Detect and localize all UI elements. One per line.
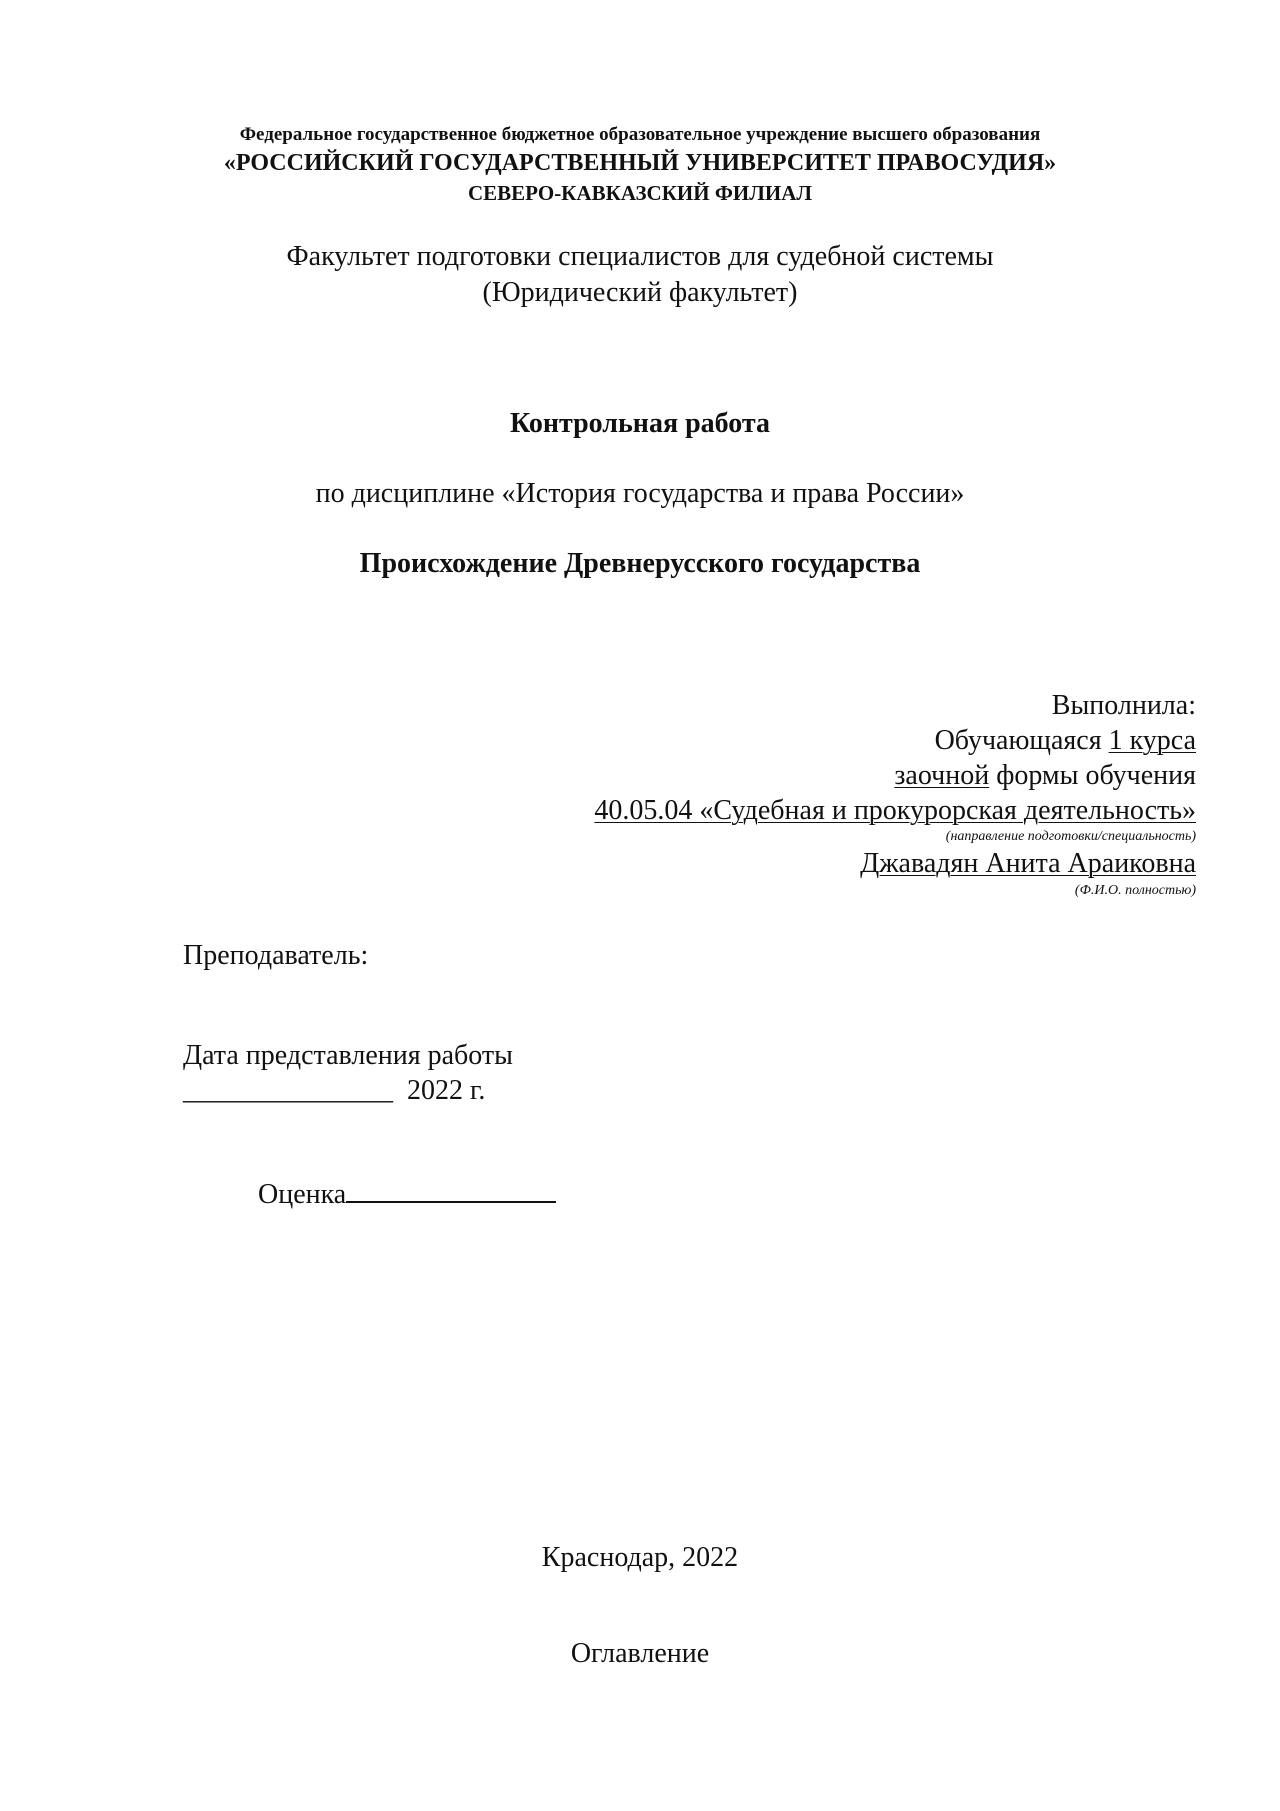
student-full-name: Джавадян Анита Араиковна <box>860 848 1196 879</box>
study-form-line <box>894 760 1196 792</box>
grade-label: Оценка <box>258 1179 347 1210</box>
toc-title: Оглавление <box>570 1638 710 1669</box>
submission-date-label: Дата представления работы <box>183 1040 513 1071</box>
course-value: 1 курса <box>1108 725 1196 756</box>
university-name: «РОССИЙСКИЙ ГОСУДАРСТВЕННЫЙ УНИВЕРСИТЕТ ПРАВОСУДИЯ» <box>223 150 1057 176</box>
study-form-value: заочной <box>894 760 990 791</box>
submission-date-blank: _______________ <box>183 1075 393 1106</box>
study-form-suffix: формы обучения <box>996 760 1196 791</box>
branch-name: СЕВЕРО-КАВКАЗСКИЙ ФИЛИАЛ <box>467 181 813 205</box>
teacher-label: Преподаватель: <box>183 940 369 971</box>
grade-line <box>258 1175 556 1211</box>
submission-date-line <box>183 1075 485 1107</box>
student-label: Обучающаяся <box>934 725 1102 756</box>
institution-type: Федеральное государственное бюджетное образовательное учреждение высшего образования <box>239 124 1041 145</box>
work-type-title: Контрольная работа <box>509 408 771 439</box>
specialty-caption: (направление подготовки/специальность) <box>945 829 1196 844</box>
submission-year: 2022 г. <box>407 1075 486 1106</box>
name-caption: (Ф.И.О. полностью) <box>1074 883 1196 898</box>
city-year: Краснодар, 2022 <box>541 1542 739 1573</box>
faculty-alias: (Юридический факультет) <box>482 277 798 308</box>
specialty-value: 40.05.04 «Судебная и прокурорская деятельность» <box>594 795 1196 826</box>
faculty-name: Факультет подготовки специалистов для судебной системы <box>286 241 994 272</box>
topic-title: Происхождение Древнерусского государства <box>359 548 921 579</box>
performed-label: Выполнила: <box>1051 690 1196 721</box>
discipline-line: по дисциплине «История государства и права России» <box>315 478 965 509</box>
grade-blank <box>346 1175 556 1203</box>
student-course-line <box>935 725 1196 757</box>
